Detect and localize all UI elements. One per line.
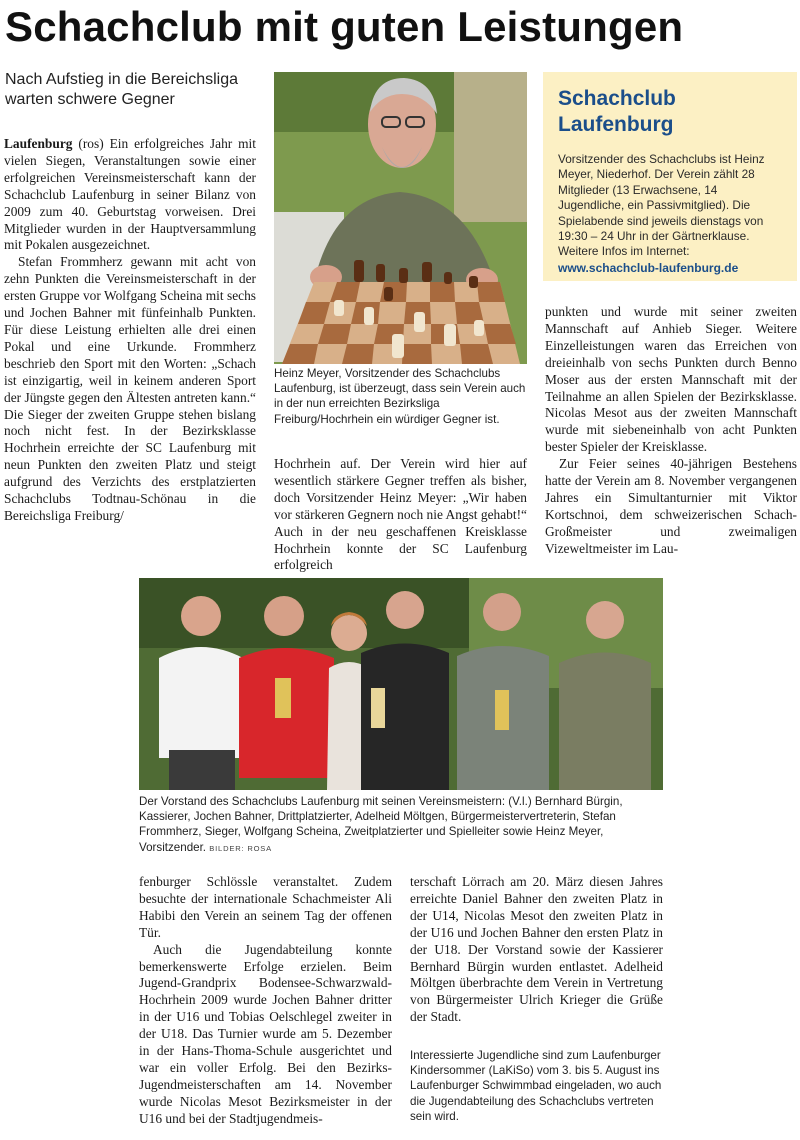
paragraph-col2: Hochrhein auf. Der Verein wird hier auf wesentlich stärkere Gegner treffen als bisher, doch Vorsitzender Heinz Meyer: „Wir haben vor stärkeren Gegnern noch nie Angst gehabt!“ Auch in der neu geschaffenen Kreisklasse Hochrhein konnte der SC Laufenburg erfolgreich [274, 456, 527, 573]
paragraph-col4-2: Auch die Jugendabteilung konnte bemerkenswerte Erfolge erzielen. Beim Jugend-Grandprix Bodensee-Schwarzwald-Hochrhein 2009 wurde Jochen Bahner dritter in der U16 und Tobias Oelschlegel zweiter in der U18. Das Turnier wurde am 5. Dezember in der Hans-Thoma-Schule ausgerichtet und war ein voller Erfolg. Bei den Bezirks-Jugendmeisterschaften am 14. November wurde Nicolas Mesot Bezirksmeister in der U16 und bei der Stadtjugendmeis- [139, 941, 392, 1126]
photo-group [139, 578, 663, 790]
group-caption-text: Der Vorstand des Schachclubs Laufenburg mit seinen Vereinsmeistern: (V.l.) Bernhard Bürgin, Kassierer, Jochen Bahner, Drittplatzierter, Adelheid Möltgen, Bürgermeistervertreterin, Stefan Frommherz, Sieger, Wolfgang Scheina, Zweitplatzierter und Spielleiter sowie Heinz Meyer, Vorsitzender. [139, 795, 623, 854]
dateline: Laufenburg [4, 136, 73, 151]
paragraph-col4-1: fenburger Schlössle veranstaltet. Zudem besuchte der internationale Schachmeister Ali Habibi den Verein an seinem Tag der offenen Tür. [139, 874, 392, 940]
infobox [543, 72, 797, 281]
lead-paragraph: (ros) Ein erfolgreiches Jahr mit vielen Siegen, Veranstaltungen sowie einer erfolgreichen Vereinsmeisterschaft kann der Schachclub Laufenburg in seiner Bilanz von 2009 zum 40. Geburtstag vorweisen. Drei Mitglieder wurden in der Hauptversammlung mit Pokalen ausgezeichnet. [4, 136, 256, 253]
photo-caption-group [139, 794, 663, 856]
photo-caption-top: Heinz Meyer, Vorsitzender des Schachclubs Laufenburg, ist überzeugt, dass sein Verein auch in der nun erreichten Bezirksliga Freiburg/Hochrhein ein würdiger Gegner ist. [274, 367, 526, 426]
subheadline: Nach Aufstieg in die Bereichsliga warten schwere Gegner [5, 71, 239, 108]
infobox-body: Vorsitzender des Schachclubs ist Heinz Meyer, Niederhof. Der Verein zählt 28 Mitglieder (13 Erwachsene, 14 Jugendliche, ein Passivmitglied). Die Spielabende sind jeweils dienstags von 19:30 – 24 Uhr in der Gärtnerklause. Weitere Infos im Internet: [558, 152, 765, 259]
infobox-title: Schachclub Laufenburg [558, 87, 676, 136]
photo-chess-player [274, 72, 527, 364]
article-column-3 [545, 304, 797, 558]
youth-note: Interessierte Jugendliche sind zum Laufenburger Kindersommer (LaKiSo) vom 3. bis 5. August ins Laufenburger Schwimmbad eingeladen, wo auch die Jugendabteilung des Schachclubs vertreten sein wird. [410, 1049, 662, 1123]
infobox-url: www.schachclub-laufenburg.de [558, 260, 739, 275]
headline: Schachclub mit guten Leistungen [5, 3, 684, 50]
paragraph-col5: terschaft Lörrach am 20. März diesen Jahres erreichte Daniel Bahner den zweiten Platz in der U14, Nicolas Mesot den zweiten Platz in der U16 und Jochen Bahner den ersten Platz in der U18. Der Vorstand sowie der Kassierer Bernhard Bürgin wurden entlastet. Adelheid Möltgen überbrachte dem Verein in Vertretung von Bürgermeister Ulrich Krieger die Grüße der Stadt. [410, 874, 663, 1025]
paragraph-2: Stefan Frommherz gewann mit acht von zehn Punkten die Vereinsmeisterschaft in der ersten Gruppe vor Wolfgang Scheina mit sechs und Jochen Bahner mit fünfeinhalb Punkten. Für diese Leistung erhielten alle drei einen Pokal und eine Urkunde. Frommherz beschrieb den Sport mit den Worten: „Schach ist einzigartig, weil in keinem anderen Sport der Jüngste gegen den Ältesten antreten kann.“ Die Sieger der zweiten Gruppe stehen bislang noch nicht fest. In der Bezirksklasse Hochrhein erreichte der SC Laufenburg mit neun Punkten den zweiten Platz und steigt aufgrund des Verzichts des erstplatzierten Schachclubs Todtnau-Schönau in die Bereichsliga Freiburg/ [4, 254, 256, 523]
article-column-1 [4, 136, 256, 525]
paragraph-col3-2: Zur Feier seines 40-jährigen Bestehens hatte der Verein am 8. November vergangenen Jahres ein Simultanturnier mit Viktor Kortschnoi, dem schweizerischen Schach-Großmeister und zweimaligen Vizeweltmeister im Lau- [545, 456, 797, 556]
article-column-4 [139, 874, 392, 1128]
paragraph-col3-1: punkten und wurde mit seiner zweiten Mannschaft auf Anhieb Sieger. Weitere Einzelleistungen waren das Erreichen von dreieinhalb von sechs Punkten durch Benno Moser aus der ersten Mannschaft mit der Teilnahme an allen Spielen der Bezirksklasse. Nicolas Mesot aus der zweiten Mannschaft wurde mit siebeneinhalb von acht Punkten bester Spieler der Kreisklasse. [545, 304, 797, 455]
photo-credit: BILDER: ROSA [209, 843, 273, 853]
article-column-5 [410, 874, 663, 1026]
article-column-2 [274, 456, 527, 574]
